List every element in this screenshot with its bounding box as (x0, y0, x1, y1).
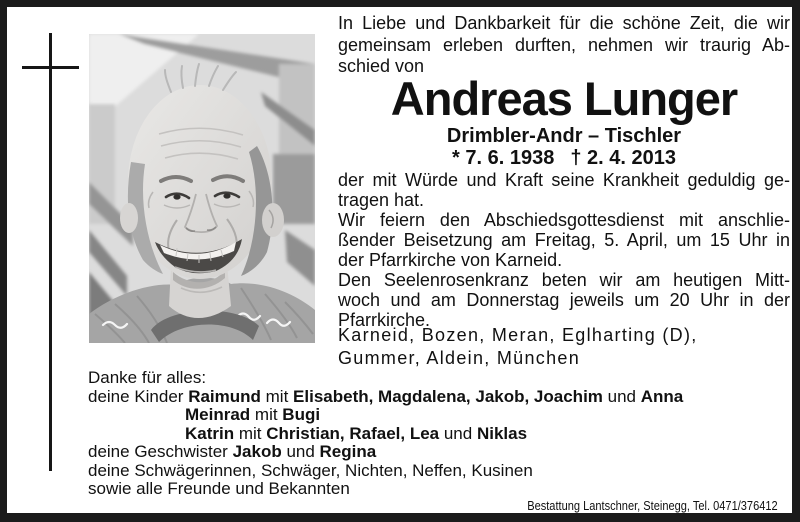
places-line: Gummer, Aldein, München (338, 348, 581, 368)
portrait-illustration (89, 34, 315, 343)
connector-mit: mit (234, 423, 267, 443)
body-line: ßender Beisetzung am Freitag, 5. April, um 15 Uhr in (338, 230, 790, 250)
body-line: tragen hat. (338, 190, 425, 210)
child-family-name: Anna (640, 386, 684, 406)
places-list (338, 324, 790, 370)
intro-line: In Liebe und Dankbarkeit für die schöne Zeit, die wir (338, 13, 790, 33)
intro-line: gemeinsam erleben durften, nehmen wir traurig Ab- (338, 34, 790, 55)
children-line-2 (88, 406, 768, 425)
cross-horizontal-bar (22, 66, 79, 69)
funeral-home-credit: Bestattung Lantschner, Steinegg, Tel. 0471/376412 (527, 498, 778, 513)
intro-line: schied von (338, 56, 425, 76)
portrait-photo (89, 34, 315, 343)
children-line-1 (88, 388, 768, 407)
child-name: Raimund (188, 386, 261, 406)
connector-und: und (281, 442, 320, 461)
child-partner-name: Bugi (282, 405, 321, 424)
connector-und: und (439, 423, 477, 443)
connector-und: und (602, 386, 641, 406)
child-family-names: Elisabeth, Magdalena, Jakob, Joachim (293, 386, 603, 406)
intro-paragraph (338, 13, 790, 78)
siblings-prefix: deine Geschwister (88, 442, 233, 461)
death-date: † 2. 4. 2013 (570, 147, 676, 169)
connector-mit: mit (260, 386, 294, 406)
body-line: Den Seelenrosenkranz beten wir am heutigen Mitt- (338, 270, 790, 290)
body-line: Wir feiern den Abschiedsgottesdienst mit anschlie- (338, 210, 790, 230)
cross-vertical-bar (49, 33, 52, 471)
children-line-3 (88, 425, 768, 444)
child-family-names: Christian, Rafael, Lea (266, 423, 440, 443)
sibling-name: Jakob (232, 442, 282, 461)
child-name: Katrin (185, 423, 235, 443)
body-line: der mit Würde und Kraft seine Krankheit geduldig ge- (338, 170, 790, 190)
thanks-line: Danke für alles: (88, 368, 207, 387)
child-family-name: Niklas (476, 423, 528, 443)
children-prefix: deine Kinder (88, 386, 189, 406)
family-block (88, 369, 768, 499)
birth-date: * 7. 6. 1938 (452, 147, 555, 169)
connector-mit: mit (250, 405, 283, 424)
sibling-name: Regina (319, 442, 377, 461)
bottom-bar (0, 513, 800, 522)
body-line: Pfarrkirche. (338, 310, 431, 330)
siblings-line (88, 443, 768, 462)
inlaws-line: deine Schwägerinnen, Schwäger, Nichten, Neffen, Kusinen (88, 460, 533, 480)
friends-line: sowie alle Freunde und Bekannten (88, 479, 350, 498)
body-line: woch und am Donnerstag jeweils um 20 Uhr in der (338, 290, 790, 310)
deceased-name: Andreas Lunger (390, 72, 738, 125)
life-dates (338, 147, 790, 170)
announcement-body (338, 170, 790, 330)
child-name: Meinrad (185, 405, 251, 424)
body-line: der Pfarrkirche von Karneid. (338, 250, 563, 270)
nickname-profession: Drimbler-Andr – Tischler (446, 125, 682, 147)
places-line: Karneid, Bozen, Meran, Eglharting (D), (338, 325, 698, 345)
